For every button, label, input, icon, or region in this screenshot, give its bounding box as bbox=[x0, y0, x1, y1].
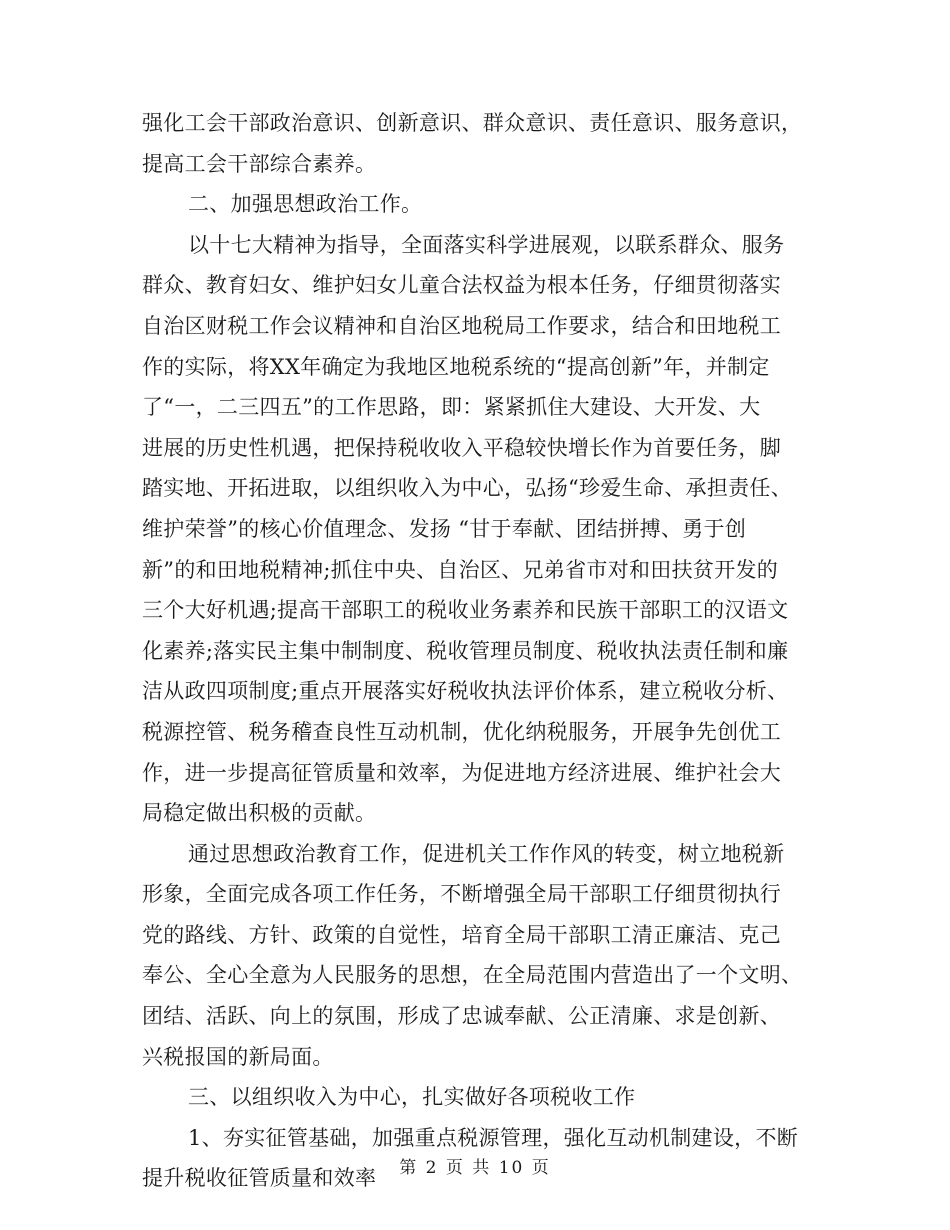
document-body bbox=[142, 103, 810, 1199]
text-line: 奉公、全心全意为人民服务的思想，在全局范围内营造出了一个文明、 bbox=[142, 963, 803, 988]
text-line: 进展的历史性机遇，把保持税收收入平稳较快增长作为首要任务，脚 bbox=[142, 435, 781, 460]
text-line: 维护荣誉”的核心价值理念、发扬 “甘于奉献、团结拼搏、勇于创 bbox=[142, 516, 747, 541]
text-line: 自治区财税工作会议精神和自治区地税局工作要求，结合和田地税工 bbox=[142, 313, 781, 338]
text-line: 提高工会干部综合素养。 bbox=[142, 151, 377, 176]
text-line: 通过思想政治教育工作，促进机关工作作风的转变，树立地税新 bbox=[188, 841, 785, 866]
text-line: 党的路线、方针、政策的自觉性，培育全局干部职工清正廉洁、克己 bbox=[142, 922, 781, 947]
text-line: 兴税报国的新局面。 bbox=[142, 1044, 334, 1069]
text-line: 1、夯实征管基础，加强重点税源管理，强化互动机制建设，不断 bbox=[188, 1125, 799, 1150]
text-line: 强化工会干部政治意识、创新意识、群众意识、责任意识、服务意识， bbox=[142, 111, 803, 135]
text-line: 三个大好机遇;提高干部职工的税收业务素养和民族干部职工的汉语文 bbox=[142, 598, 789, 623]
text-line: 洁从政四项制度;重点开展落实好税收执法评价体系，建立税收分析、 bbox=[142, 679, 789, 704]
page-number-footer: 第 2 页 共 10 页 bbox=[399, 1158, 551, 1178]
text-line: 化素养;落实民主集中制制度、税收管理员制度、税收执法责任制和廉 bbox=[142, 638, 789, 663]
text-line: 踏实地、开拓进取，以组织收入为中心，弘扬“珍爱生命、承担责任、 bbox=[142, 476, 793, 501]
text-line: 局稳定做出积极的贡献。 bbox=[142, 801, 377, 826]
text-line: 作的实际，将XX年确定为我地区地税系统的“提高创新”年，并制定 bbox=[142, 354, 770, 379]
text-line: 形象，全面完成各项工作任务，不断增强全局干部职工仔细贯彻执行 bbox=[142, 882, 781, 907]
text-line: 以十七大精神为指导，全面落实科学进展观，以联系群众、服务 bbox=[188, 232, 785, 257]
text-line: 群众、教育妇女、维护妇女儿童合法权益为根本任务，仔细贯彻落实 bbox=[142, 273, 781, 298]
text-line: 了“一，二三四五”的工作思路，即：紧紧抓住大建设、大开发、大 bbox=[142, 395, 761, 420]
text-line: 税源控管、税务稽查良性互动机制，优化纳税服务，开展争先创优工 bbox=[142, 719, 781, 744]
text-line: 作，进一步提高征管质量和效率，为促进地方经济进展、维护社会大 bbox=[142, 760, 781, 785]
text-line: 提升税收征管质量和效率 bbox=[142, 1166, 377, 1191]
text-line: 三、以组织收入为中心，扎实做好各项税收工作 bbox=[188, 1085, 636, 1110]
text-line: 新”的和田地税精神;抓住中央、自治区、兄弟省市对和田扶贫开发的 bbox=[142, 557, 779, 582]
text-line: 团结、活跃、向上的氛围，形成了忠诚奉献、公正清廉、求是创新、 bbox=[142, 1004, 781, 1029]
text-line: 二、加强思想政治工作。 bbox=[188, 192, 423, 217]
